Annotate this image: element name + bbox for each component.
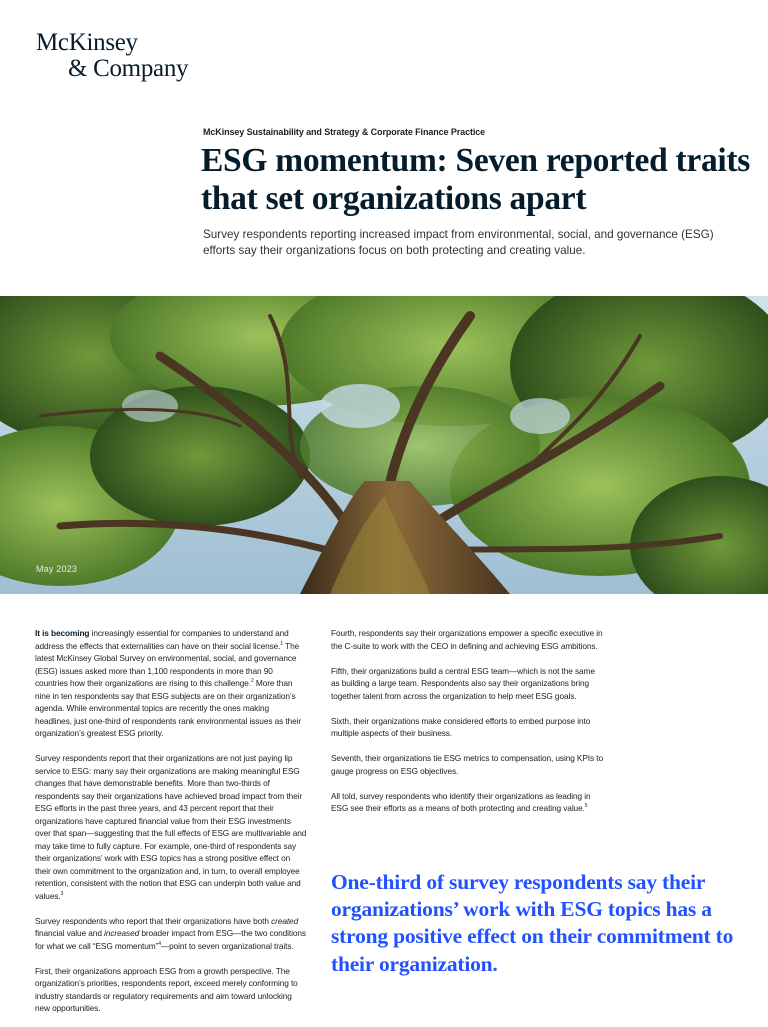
article-paragraph: Fourth, respondents say their organizations empower a specific executive in the C-suite to work with the CEO in defining and achieving ESG ambitions. [331,628,603,651]
logo-line-1: McKinsey [36,29,138,56]
practice-label: McKinsey Sustainability and Strategy & Corporate Finance Practice [203,127,486,137]
article-paragraph: Sixth, their organizations make considered efforts to embed purpose into multiple aspects of their business. [331,715,591,739]
footnote-ref[interactable]: 2 [251,678,254,685]
tree-canopy-photo [0,296,768,594]
article-paragraph: Fifth, their organizations build a central ESG team—which is not the same as building a large team. Respondents also say their organizations bring together talent from across the organization to help meet ESG goals. [331,665,595,701]
article-paragraph: It is becoming increasingly essential for companies to understand and address the effects that externalities can have on their social license.$^1$ The latest McKinsey Global Survey on environmental, social, and governance (ESG) issues asked more than 1,100 respondents in more than 90 countries how their organizations are rising to this challenge.$^2$ More than nine in ten respondents say that ESG subjects are on their organization’s agenda. While environmental topics are recently the ones making headlines, just one-third of respondents rank environmental issues as their organization’s greatest ESG priority. [35,628,301,738]
page-title: ESG momentum: Seven reported traits that set organizations apart [201,142,751,217]
hero-image-tree [0,296,768,594]
article-column-right [331,627,603,827]
subtitle: Survey respondents reporting increased impact from environmental, social, and governance (ESG) efforts say their organizations focus on both protecting and creating value. [203,228,714,257]
lead-in: It is becoming [35,628,90,638]
article-paragraph: Survey respondents who report that their organizations have both created financial value and increased broader impact from ESG—the two conditions for what we call “ESG momentum”$^4$—point to seven organizational traits. [35,915,306,951]
footnote-ref[interactable]: 3 [60,890,64,897]
logo-line-2: & Company [68,55,189,82]
mckinsey-logo [36,30,188,82]
article-paragraph: Seventh, their organizations tie ESG metrics to compensation, using KPIs to gauge progress on ESG objectives. [331,753,603,776]
article-column-left [35,627,307,1027]
article-paragraph: All told, survey respondents who identify their organizations as leading in ESG see their efforts as a means of both protecting and creating value.$^5$ [331,790,591,814]
article-paragraph: Survey respondents report that their organizations are not just paying lip service to ESG: many say their organizations are making meaningful ESG changes that have demonstrable benefits. More than two-thirds of respondents say their organizations have achieved broad impact from their ESG efforts in the past three years, and 43 percent report that their organizations have captured financial value from their ESG investments over that span—suggesting that the full effects of ESG are multivariable and may take time to fully capture. For example, one-third of respondents say their organizations’ work with ESG topics has a strong positive effect on their own commitment to the organization and, in turn, to overall employee retention, consistent with the notion that ESG can underpin both value and values.$^3$ [35,753,307,901]
footnote-ref[interactable]: 1 [280,640,284,647]
article-paragraph: First, their organizations approach ESG from a growth perspective. The organization’s priorities, respondents report, exceed merely conforming to industry standards or regulatory requirements and aim toward unlocking new opportunities. [35,965,298,1014]
pull-quote: One-third of survey respondents say their organizations’ work with ESG topics has a strong positive effect on their commitment to their organization. [331,870,734,976]
footnote-ref[interactable]: 5 [584,803,588,810]
publication-date: May 2023 [36,564,78,574]
footnote-ref[interactable]: 4 [158,940,161,947]
